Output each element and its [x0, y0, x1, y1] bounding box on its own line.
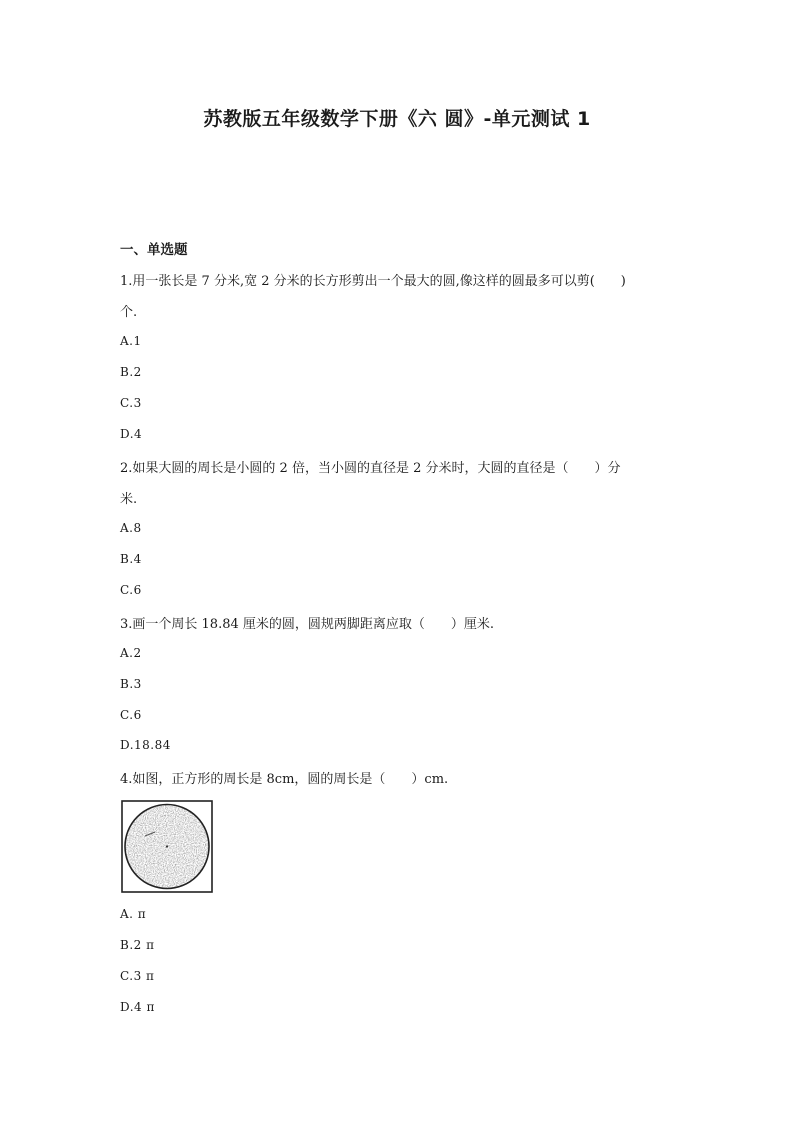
square-circle-figure	[121, 800, 213, 893]
question-4-text: 4.如图，正方形的周长是 8cm，圆的周长是（ ）cm.	[120, 772, 449, 787]
center-dot	[166, 845, 168, 847]
question-3-text: 3.画一个周长 18.84 厘米的圆，圆规两脚距离应取（ ）厘米.	[120, 617, 495, 632]
question-1-option-c: C.3	[120, 396, 142, 410]
question-3-option-b: B.3	[120, 677, 142, 691]
question-1-option-a: A.1	[120, 334, 142, 348]
question-1-text-cont: 个.	[120, 305, 138, 320]
question-3-option-a: A.2	[120, 646, 142, 660]
page-title: 苏教版五年级数学下册《六 圆》-单元测试 1	[203, 108, 591, 130]
question-1-text: 1.用一张长是 7 分米,宽 2 分米的长方形剪出一个最大的圆,像这样的圆最多可以剪( )	[120, 274, 626, 289]
question-1-option-d: D.4	[120, 427, 143, 441]
question-3-option-c: C.6	[120, 708, 142, 722]
question-1-option-b: B.2	[120, 365, 142, 379]
question-4-option-a: A. π	[120, 907, 147, 921]
question-4-option-c: C.3 π	[120, 969, 155, 983]
question-4-option-b: B.2 π	[120, 938, 155, 952]
question-4-option-d: D.4 π	[120, 1000, 155, 1014]
question-2-option-a: A.8	[120, 521, 142, 535]
section-heading: 一、单选题	[120, 242, 188, 258]
question-2-text: 2.如果大圆的周长是小圆的 2 倍，当小圆的直径是 2 分米时，大圆的直径是（ ）分	[120, 461, 621, 476]
question-2-option-c: C.6	[120, 583, 142, 597]
question-3-option-d: D.18.84	[120, 738, 171, 752]
question-2-option-b: B.4	[120, 552, 142, 566]
question-2-text-cont: 米.	[120, 492, 138, 507]
